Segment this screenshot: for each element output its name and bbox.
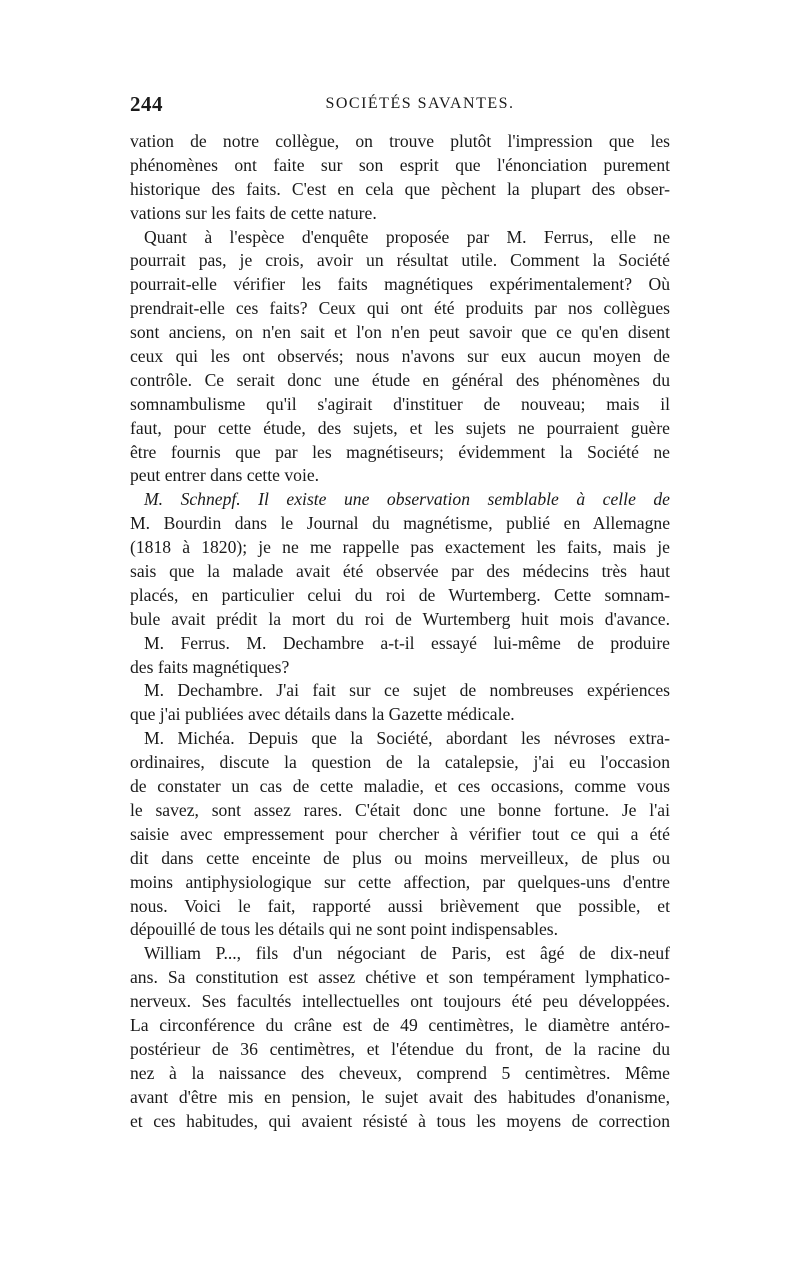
text-line: M. Schnepf. Il existe une observation semblable à celle de: [144, 489, 670, 510]
text-line: ceux qui les ont observés; nous n'avons sur eux aucun moyen de: [130, 346, 670, 367]
text-line: que j'ai publiées avec détails dans la Gazette médicale.: [130, 704, 515, 725]
text-line: ans. Sa constitution est assez chétive et son tempérament lymphatico-: [130, 967, 670, 988]
text-line: Quant à l'espèce d'enquête proposée par M. Ferrus, elle ne: [144, 226, 670, 247]
text-line: sont anciens, on n'en sait et l'on n'en peut savoir que ce qu'en disent: [130, 322, 670, 343]
text-line: peut entrer dans cette voie.: [130, 465, 320, 486]
text-line: dépouillé de tous les détails qui ne sont point indispensables.: [130, 919, 559, 940]
page-number: 244: [130, 92, 163, 116]
text-line: phénomènes ont faite sur son esprit que l'énonciation purement: [130, 154, 670, 175]
page-header: [130, 92, 670, 120]
text-line: La circonférence du crâne est de 49 centimètres, le diamètre antéro-: [130, 1014, 670, 1035]
text-line: M. Bourdin dans le Journal du magnétisme, publié en Allemagne: [130, 513, 670, 534]
text-line: nous. Voici le fait, rapporté aussi brièvement que possible, et: [130, 895, 670, 916]
text-line: bule avait prédit la mort du roi de Wurtemberg huit mois d'avance.: [130, 608, 670, 629]
text-line: placés, en particulier celui du roi de Wurtemberg. Cette somnam-: [130, 584, 670, 605]
text-line: M. Ferrus. M. Dechambre a-t-il essayé lui-même de produire: [144, 632, 670, 653]
text-line: et ces habitudes, qui avaient résisté à tous les moyens de correction: [130, 1110, 670, 1131]
text-line: nez à la naissance des cheveux, comprend 5 centimètres. Même: [130, 1062, 670, 1083]
text-line: avant d'être mis en pension, le sujet avait des habitudes d'onanisme,: [130, 1086, 670, 1107]
text-line: sais que la malade avait été observée par des médecins très haut: [130, 561, 670, 582]
text-line: le savez, sont assez rares. C'était donc une bonne fortune. Je l'ai: [130, 799, 670, 820]
text-line: M. Michéa. Depuis que la Société, abordant les névroses extra-: [144, 728, 670, 749]
text-line: moins antiphysiologique sur cette affection, par quelques-uns d'entre: [130, 871, 670, 892]
text-line: être fournis que par les magnétiseurs; évidemment la Société ne: [130, 441, 670, 462]
text-line: prendrait-elle ces faits? Ceux qui ont été produits par nos collègues: [130, 298, 670, 319]
text-line: postérieur de 36 centimètres, et l'étendue du front, de la racine du: [130, 1038, 670, 1059]
text-line: dit dans cette enceinte de plus ou moins merveilleux, de plus ou: [130, 847, 670, 868]
text-line: William P..., fils d'un négociant de Paris, est âgé de dix-neuf: [144, 943, 670, 964]
body-text: [130, 130, 670, 1133]
text-line: M. Dechambre. J'ai fait sur ce sujet de nombreuses expériences: [144, 680, 670, 701]
text-line: de constater un cas de cette maladie, et ces occasions, comme vous: [130, 776, 670, 797]
text-line: faut, pour cette étude, des sujets, et les sujets ne pourraient guère: [130, 417, 670, 438]
text-line: vations sur les faits de cette nature.: [130, 202, 377, 223]
text-line: saisie avec empressement pour chercher à vérifier tout ce qui a été: [130, 823, 670, 844]
text-line: vation de notre collègue, on trouve plutôt l'impression que les: [130, 131, 670, 151]
text-line: pourrait pas, je crois, avoir un résultat utile. Comment la Société: [130, 250, 670, 271]
text-line: somnambulisme qu'il s'agirait d'instituer de nouveau; mais il: [130, 393, 670, 414]
text-line: ordinaires, discute la question de la catalepsie, j'ai eu l'occasion: [130, 752, 670, 773]
text-line: des faits magnétiques?: [130, 656, 290, 677]
text-line: (1818 à 1820); je ne me rappelle pas exactement les faits, mais je: [130, 537, 670, 558]
text-line: pourrait-elle vérifier les faits magnétiques expérimentalement? Où: [130, 274, 670, 295]
text-line: nerveux. Ses facultés intellectuelles ont toujours été peu développées.: [130, 991, 670, 1012]
text-line: historique des faits. C'est en cela que pèchent la plupart des obser-: [130, 178, 670, 199]
text-line: contrôle. Ce serait donc une étude en général des phénomènes du: [130, 369, 670, 390]
running-head: SOCIÉTÉS SAVANTES.: [325, 95, 515, 112]
